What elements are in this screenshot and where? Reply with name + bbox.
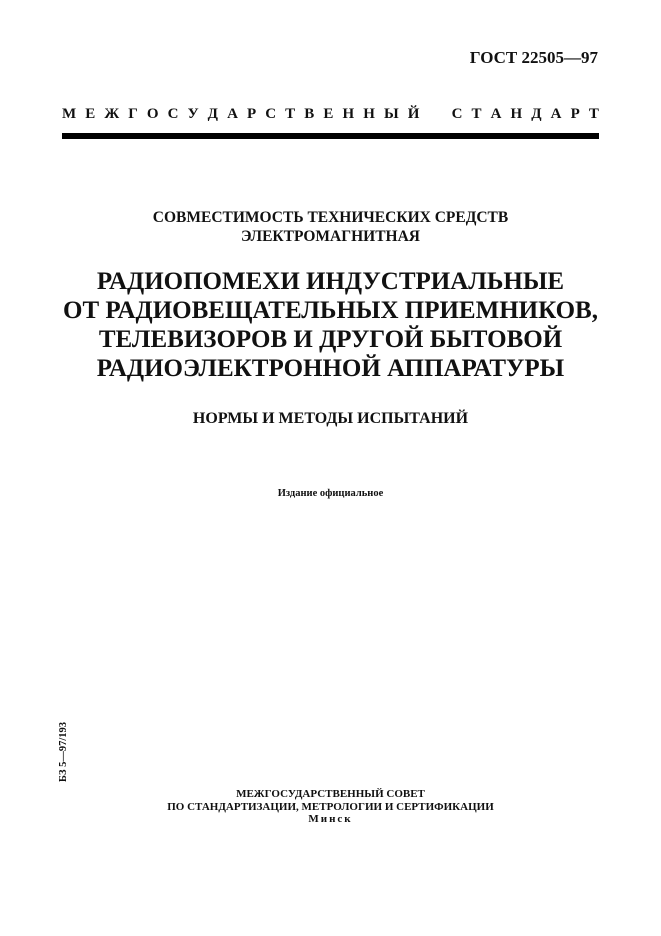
- heading-letter: Р: [570, 106, 580, 122]
- publisher-line: МЕЖГОСУДАРСТВЕННЫЙ СОВЕТ: [236, 788, 425, 800]
- title-line: РАДИОЭЛЕКТРОННОЙ АППАРАТУРЫ: [96, 355, 565, 382]
- heading-letter: Д: [207, 106, 218, 122]
- title-line: ОТ РАДИОВЕЩАТЕЛЬНЫХ ПРИЕМНИКОВ,: [63, 297, 598, 324]
- heading-letter: С: [265, 106, 277, 122]
- heading-letter: Е: [85, 106, 96, 122]
- heading-letter: [429, 106, 443, 123]
- publisher-line: ПО СТАНДАРТИЗАЦИИ, МЕТРОЛОГИИ И СЕРТИФИКАЦИИ: [167, 800, 494, 813]
- side-code: БЗ 5—97/193: [58, 721, 69, 782]
- heading-letter: А: [227, 106, 238, 122]
- heading-letter: С: [451, 106, 463, 122]
- heading-letter: Т: [285, 106, 296, 122]
- heading-letter: Д: [531, 106, 542, 122]
- heading-letter: Ж: [104, 106, 120, 122]
- header-divider: [62, 133, 599, 139]
- heading-letter: М: [62, 106, 77, 122]
- document-id: ГОСТ 22505—97: [469, 48, 598, 67]
- heading-letter: У: [187, 106, 199, 122]
- document-title: [0, 267, 661, 383]
- subtitle: [0, 208, 661, 246]
- heading-letter: В: [304, 106, 315, 122]
- title-line: РАДИОПОМЕХИ ИНДУСТРИАЛЬНЫЕ: [96, 268, 565, 295]
- subtitle-line: СОВМЕСТИМОСТЬ ТЕХНИЧЕСКИХ СРЕДСТВ: [152, 209, 509, 226]
- publisher-city: Минск: [308, 813, 353, 825]
- heading-letter: Н: [510, 106, 523, 122]
- heading-letter: Т: [588, 106, 599, 122]
- heading-letter: Р: [246, 106, 257, 122]
- heading-letter: Ы: [383, 106, 399, 122]
- edition-label: Издание официальное: [277, 488, 384, 499]
- heading-letter: А: [550, 106, 562, 122]
- heading-letter: Г: [128, 106, 138, 122]
- heading-letter: О: [146, 106, 159, 122]
- heading-letter: Й: [407, 106, 420, 122]
- heading-letter: Н: [363, 106, 375, 122]
- subtitle-line: ЭЛЕКТРОМАГНИТНАЯ: [240, 228, 420, 245]
- standard-type-heading: [62, 106, 599, 123]
- publisher: [0, 788, 661, 826]
- heading-letter: Е: [323, 106, 334, 122]
- heading-letter: А: [490, 106, 502, 122]
- norms-heading: НОРМЫ И МЕТОДЫ ИСПЫТАНИЙ: [192, 410, 469, 427]
- heading-letter: Н: [342, 106, 355, 122]
- heading-letter: Т: [471, 106, 482, 122]
- title-line: ТЕЛЕВИЗОРОВ И ДРУГОЙ БЫТОВОЙ: [98, 326, 563, 353]
- heading-letter: С: [167, 106, 179, 122]
